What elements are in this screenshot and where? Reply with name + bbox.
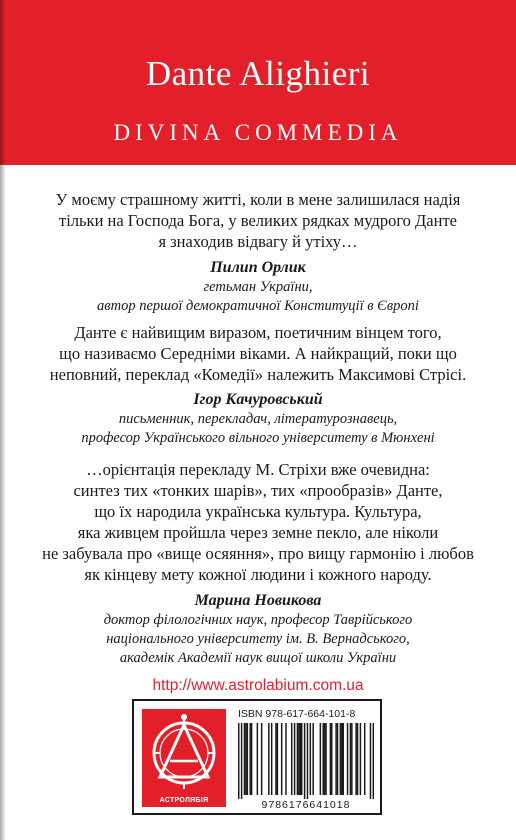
barcode-bar	[350, 723, 351, 795]
barcode-bar	[360, 723, 361, 795]
barcode-bar	[357, 723, 358, 795]
quote-line: Данте є найвищим виразом, поетичним вінцем того,	[74, 323, 442, 342]
quote-author-role: автор першої демократичної Конституції в Європі	[97, 298, 419, 314]
book-author: Dante Alighieri	[145, 54, 371, 93]
quote-author: Ігор Качуровський	[193, 391, 323, 408]
quote-author-role: доктор філологічних наук, професор Таврійського	[103, 612, 413, 628]
barcode-bar	[257, 723, 258, 795]
barcode-bar	[277, 723, 278, 795]
barcode-number: 9786176641018	[261, 799, 351, 811]
barcode-bar	[301, 723, 302, 795]
barcode-bar	[300, 723, 301, 795]
barcode-bar	[337, 723, 338, 795]
barcode-bar	[320, 723, 321, 795]
quote-line: я знаходив відвагу й утіху…	[158, 232, 358, 251]
publisher-info-box	[132, 699, 382, 815]
barcode-bar	[343, 723, 344, 795]
barcode-bar	[297, 723, 298, 795]
barcode-bar	[275, 723, 276, 795]
barcode-bar	[251, 723, 252, 795]
barcode-bar	[245, 723, 246, 795]
barcode-bar	[304, 723, 305, 799]
barcode	[238, 723, 374, 799]
barcode-bar	[370, 723, 371, 799]
barcode-bar	[244, 723, 245, 795]
barcode-bar	[351, 723, 352, 795]
quote-author: Пилип Орлик	[210, 259, 306, 276]
barcode-bar	[294, 723, 295, 795]
quote-orlyk	[0, 189, 516, 316]
quote-line: …орієнтація перекладу М. Стріхи вже очевидна:	[86, 460, 430, 479]
barcode-bar	[247, 723, 248, 795]
quote-author-role: гетьман України,	[203, 279, 313, 295]
astrolabe-icon	[142, 709, 226, 795]
quote-line: як кінцеву мету кожної людини і кожного народу.	[84, 565, 432, 584]
barcode-bar	[335, 723, 336, 795]
quote-novykova	[0, 459, 516, 668]
barcode-bar	[373, 723, 374, 799]
barcode-bar	[281, 723, 282, 795]
barcode-bar	[312, 723, 313, 795]
barcode-bar	[241, 723, 242, 799]
barcode-bar	[347, 723, 348, 795]
barcode-bar	[340, 723, 341, 795]
barcode-bar	[324, 723, 325, 795]
quote-line: У моєму страшному житті, коли в мене залишилася надія	[55, 190, 461, 209]
barcode-bar	[307, 723, 308, 799]
barcode-bar	[364, 723, 365, 795]
quote-line: не забувала про «вище осяяння», про вищу гармонію і любов	[42, 544, 474, 563]
quote-line: що називаємо Середніми віками. А найкращий, поки що	[59, 344, 457, 363]
quote-author: Марина Новикова	[194, 592, 322, 609]
isbn-text: ISBN 978-617-664-101-8	[238, 708, 356, 720]
title-banner	[0, 0, 516, 165]
barcode-bar	[322, 723, 323, 795]
barcode-bar	[285, 723, 286, 795]
quote-author-role: національного університету ім. В. Вернадського,	[106, 631, 410, 647]
barcode-bar	[291, 723, 292, 795]
publisher-logo-label: АСТРОЛЯБІЯ	[159, 797, 209, 804]
barcode-bar	[298, 723, 299, 795]
barcode-bar	[325, 723, 326, 795]
quote-author-role: письменник, перекладач, літературознавець,	[118, 411, 398, 427]
barcode-bar	[341, 723, 342, 795]
publisher-website-link[interactable]: http://www.astrolabium.com.ua	[152, 677, 364, 694]
quote-line: що їх народила українська культура. Культура,	[94, 502, 422, 521]
publisher-logo	[142, 709, 226, 807]
barcode-bar	[310, 723, 311, 795]
quote-line: неповний, переклад «Комедії» належить Максимові Стрісі.	[49, 365, 467, 384]
quote-author-role: професор Українського вільного університету в Мюнхені	[81, 430, 435, 446]
quote-line: синтез тих «тонких шарів», тих «прообразів» Данте,	[73, 481, 443, 500]
barcode-bar	[331, 723, 332, 795]
quote-author-role: академік Академії наук вищої школи України	[119, 650, 397, 666]
barcode-bar	[249, 723, 250, 795]
quote-line: тільки на Господа Бога, у великих рядках мудрого Данте	[59, 211, 457, 230]
book-title: DIVINA COMMEDIA	[113, 120, 403, 145]
barcode-bar	[271, 723, 272, 795]
spine-shadow	[0, 0, 6, 840]
barcode-bar	[238, 723, 239, 799]
barcode-bar	[330, 723, 331, 795]
barcode-bar	[261, 723, 262, 795]
barcode-bar	[268, 723, 269, 795]
barcode-bar	[355, 723, 356, 795]
quote-line: яка живцем пройшла через земне пекло, але ніколи	[77, 523, 439, 542]
quote-kachurovsky	[0, 322, 516, 448]
